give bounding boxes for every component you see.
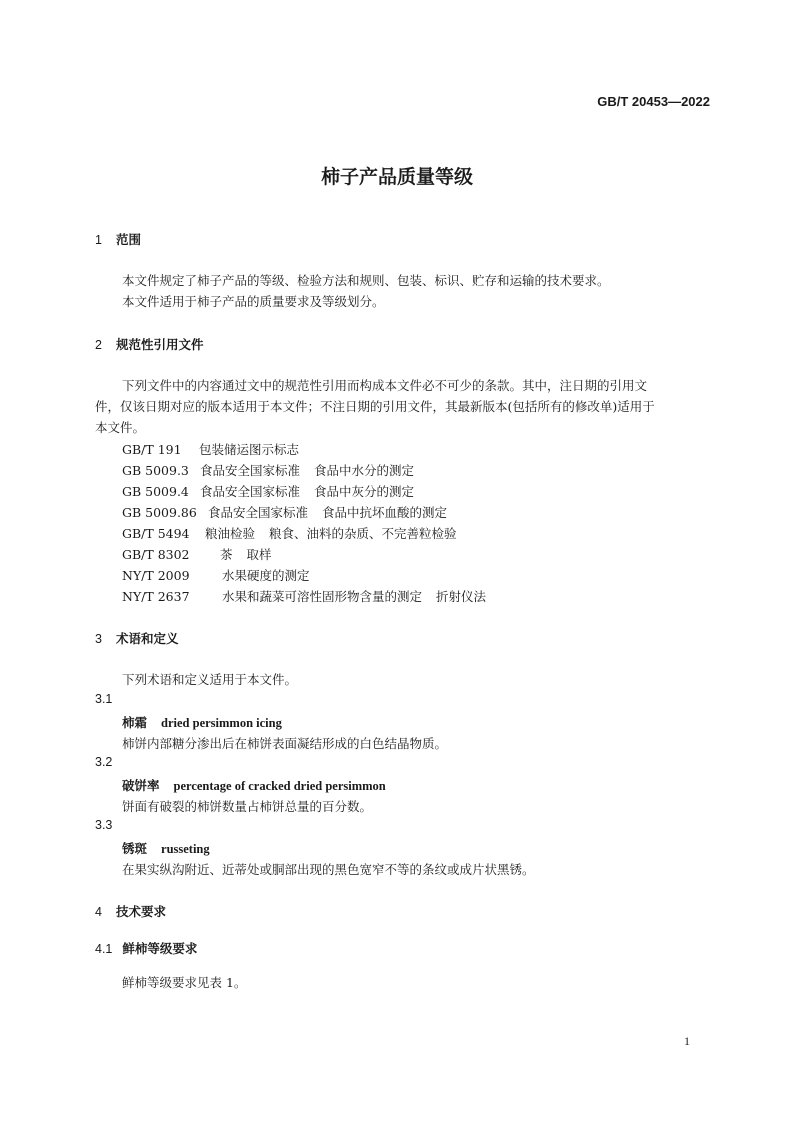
reference-title: 水果和蔬菜可溶性固形物含量的测定 [222, 589, 423, 604]
section-4-heading [95, 902, 166, 920]
reference-code: NY/T 2009 [122, 568, 190, 583]
term-english: russeting [161, 842, 210, 856]
section-title: 术语和定义 [115, 631, 179, 646]
term-number: 3.1 [95, 692, 113, 706]
term-definition: 在果实纵沟附近、近蒂处或胴部出现的黑色宽窄不等的条纹或成片状黑锈。 [122, 862, 535, 877]
term-english: dried persimmon icing [161, 716, 282, 730]
term-definition: 柿饼内部糖分渗出后在柿饼表面凝结形成的白色结晶物质。 [122, 736, 448, 751]
reference-subtitle: 取样 [246, 547, 272, 562]
subsection-title: 鲜柿等级要求 [122, 941, 198, 956]
reference-code: NY/T 2637 [122, 589, 190, 604]
references-intro-line-3: 本文件。 [95, 420, 146, 435]
term-entry [122, 776, 386, 794]
scope-paragraph-2: 本文件适用于柿子产品的质量要求及等级划分。 [122, 294, 385, 309]
section-1-heading [95, 230, 141, 248]
reference-item [122, 587, 486, 605]
reference-subtitle: 食品中水分的测定 [314, 463, 415, 478]
subsection-4-1-heading [95, 939, 197, 957]
reference-code: GB/T 191 [122, 442, 182, 457]
reference-subtitle: 食品中抗坏血酸的测定 [322, 505, 448, 520]
reference-item [122, 461, 414, 479]
reference-item [122, 545, 272, 563]
term-number: 3.2 [95, 755, 113, 769]
references-intro-line-2: 件，仅该日期对应的版本适用于本文件；不注日期的引用文件，其最新版本(包括所有的修改单)适用于 [95, 399, 655, 414]
reference-item [122, 440, 299, 458]
reference-code: GB 5009.3 [122, 463, 189, 478]
reference-title: 食品安全国家标准 [200, 484, 301, 499]
term-entry [122, 839, 210, 857]
document-title: 柿子产品质量等级 [320, 166, 473, 188]
reference-item [122, 482, 414, 500]
section-number: 3 [95, 632, 102, 646]
reference-title: 茶 [220, 547, 233, 562]
reference-code: GB/T 5494 [122, 526, 190, 541]
reference-code: GB 5009.86 [122, 505, 197, 520]
term-definition: 饼面有破裂的柿饼数量占柿饼总量的百分数。 [122, 799, 373, 814]
section-title: 技术要求 [115, 904, 166, 919]
section-number: 4 [95, 905, 102, 919]
reference-code: GB/T 8302 [122, 547, 190, 562]
references-intro-line-1: 下列文件中的内容通过文中的规范性引用而构成本文件必不可少的条款。其中，注日期的引用文 [122, 378, 648, 393]
subsection-number: 4.1 [95, 942, 113, 956]
term-chinese: 柿霜 [122, 715, 148, 730]
reference-title: 食品安全国家标准 [208, 505, 309, 520]
reference-title: 粮油检验 [205, 526, 256, 541]
page-number: 1 [684, 1034, 690, 1048]
reference-subtitle: 折射仪法 [436, 589, 487, 604]
section-number: 2 [95, 338, 102, 352]
standard-number: GB/T 20453—2022 [597, 94, 710, 109]
reference-item [122, 503, 447, 521]
section-2-heading [95, 335, 203, 353]
reference-title: 包装储运图示标志 [199, 442, 300, 457]
section-number: 1 [95, 233, 102, 247]
term-entry [122, 713, 282, 731]
term-english: percentage of cracked dried persimmon [173, 779, 386, 793]
reference-title: 食品安全国家标准 [200, 463, 301, 478]
reference-item [122, 524, 457, 542]
reference-code: GB 5009.4 [122, 484, 189, 499]
term-number: 3.3 [95, 818, 113, 832]
section-title: 规范性引用文件 [115, 337, 204, 352]
grade-requirements-paragraph: 鲜柿等级要求见表 1。 [122, 975, 247, 990]
section-title: 范围 [115, 232, 141, 247]
scope-paragraph-1: 本文件规定了柿子产品的等级、检验方法和规则、包装、标识、贮存和运输的技术要求。 [122, 273, 610, 288]
reference-item [122, 566, 310, 584]
term-chinese: 锈斑 [122, 841, 148, 856]
reference-title: 水果硬度的测定 [222, 568, 310, 583]
terms-intro: 下列术语和定义适用于本文件。 [122, 672, 298, 687]
section-3-heading [95, 629, 178, 647]
reference-subtitle: 食品中灰分的测定 [314, 484, 415, 499]
reference-subtitle: 粮食、油料的杂质、不完善粒检验 [269, 526, 457, 541]
term-chinese: 破饼率 [122, 778, 160, 793]
